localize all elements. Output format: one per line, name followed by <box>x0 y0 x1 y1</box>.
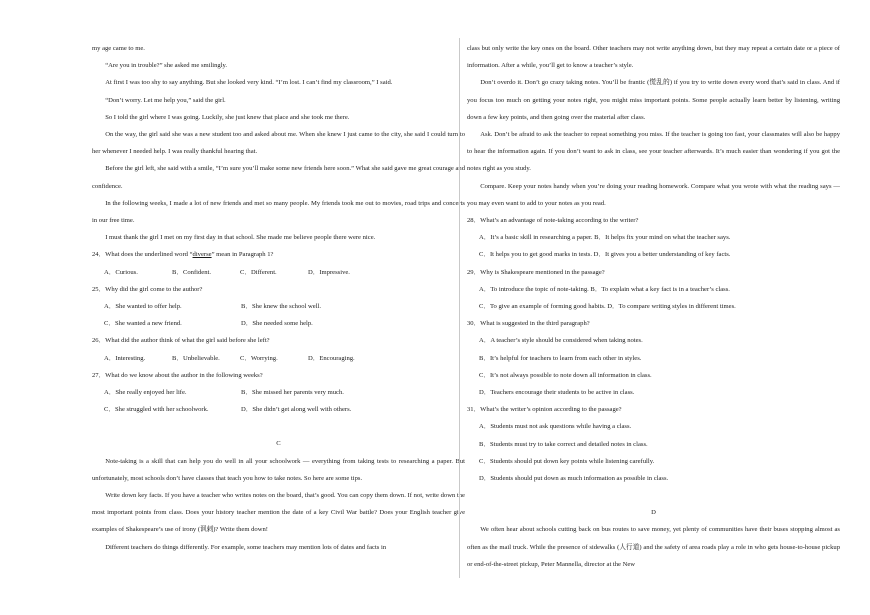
question-29-options: A．To introduce the topic of note-taking. B．To explain what a key fact is in a teacher’s class. <box>479 285 730 293</box>
story-paragraph: I must thank the girl I met on my first day in that school. She made me believe people there were nice. <box>105 234 376 242</box>
option-a: A．She wanted to offer help. <box>104 303 182 311</box>
option-d: D．She needed some help. <box>241 320 313 328</box>
question-30: 30．What is suggested in the third paragraph? <box>467 320 590 328</box>
option-c: C．Worrying. <box>240 354 278 362</box>
question-29-options: C．To give an example of forming good habits. D．To compare writing styles in different times. <box>479 303 736 311</box>
passage-paragraph: Note-taking is a skill that can help you do well in all your schoolwork — everything from taking tests to researching a paper. But unfortunately, most schools don’t have classes that teach you how to take notes. So here are some tips. <box>92 457 465 482</box>
option-d: D．Encouraging. <box>308 354 355 362</box>
option-b: B．It’s helpful for teachers to learn from each other in styles. <box>479 354 642 362</box>
option-c: C．It’s not always possible to note down all information in class. <box>479 371 652 379</box>
option-a: A．Curious. <box>104 268 138 276</box>
question-26: 26．What did the author think of what the girl said before she left? <box>92 337 270 345</box>
option-a: A．She really enjoyed her life. <box>104 389 187 397</box>
option-c: C．She struggled with her schoolwork. <box>104 406 209 414</box>
passage-paragraph: Don’t overdo it. Don’t go crazy taking notes. You’ll be frantic (慌乱的) if you try to write down every word that’s said in class. And if you focus too much on getting your notes right, you might miss important points. Some people actually learn better by listening, writing down a few key points, and then going over the material after class. <box>467 79 840 121</box>
story-paragraph: Before the girl left, she said with a smile, “I’m sure you’ll make some new friends here soon.” What she said gave me great courage and confidence. <box>92 165 465 190</box>
passage-paragraph: Write down key facts. If you have a teacher who writes notes on the board, that’s good. You can copy them down. If not, write down the most important points from class. Does your history teacher mention the date of a key Civil War battle? Does your English teacher give examples of Shakespeare’s use of irony (讽刺)? Write them down! <box>92 492 465 534</box>
question-28: 28．What’s an advantage of note-taking according to the writer? <box>467 217 639 225</box>
option-b: B．Unbelievable. <box>172 354 220 362</box>
question-27-options <box>92 384 465 401</box>
underlined-word: diverse <box>192 251 212 259</box>
option-b: B．She missed her parents very much. <box>241 389 344 397</box>
passage-paragraph: Compare. Keep your notes handy when you’re doing your reading homework. Compare what you wrote with what the reading says — you may even want to add to your notes as you read. <box>467 182 840 207</box>
question-31: 31．What’s the writer’s opinion according to the passage? <box>467 406 622 414</box>
question-27-options <box>92 401 465 418</box>
question-24-options <box>92 264 465 281</box>
option-d: D．Students should put down as much information as possible in class. <box>479 475 669 483</box>
right-column <box>467 40 840 573</box>
question-25-options <box>92 315 465 332</box>
section-heading: D <box>651 509 656 517</box>
story-paragraph: So I told the girl where I was going. Luckily, she just knew that place and she took me there. <box>105 113 350 121</box>
passage-paragraph: Different teachers do things differently. For example, some teachers may mention lots of dates and facts in <box>105 543 387 551</box>
option-a: A．Students must not ask questions while having a class. <box>479 423 632 431</box>
option-d: D．Impressive. <box>308 268 350 276</box>
option-b: B．She knew the school well. <box>241 303 322 311</box>
story-paragraph: In the following weeks, I made a lot of new friends and met so many people. My friends took me out to movies, road trips and concerts in our free time. <box>92 199 465 225</box>
option-d: D．Teachers encourage their students to be active in class. <box>479 389 635 397</box>
section-heading: C <box>276 440 281 448</box>
story-paragraph: “Don’t worry. Let me help you,” said the girl. <box>105 96 226 104</box>
question-29: 29．Why is Shakespeare mentioned in the passage? <box>467 268 605 276</box>
option-c: C．She wanted a new friend. <box>104 320 182 328</box>
question-28-options: A．It’s a basic skill in researching a paper. B．It helps fix your mind on what the teacher says. <box>479 234 731 242</box>
option-d: D．She didn’t get along well with others. <box>241 406 352 414</box>
question-26-options <box>92 350 465 367</box>
option-a: A．A teacher’s style should be considered when taking notes. <box>479 337 643 345</box>
left-column <box>92 40 465 556</box>
story-paragraph: On the way, the girl said she was a new student too and asked about me. When she knew I just came to the city, she said I could turn to her whenever I needed help. I was really thankful hearing that. <box>92 131 465 156</box>
passage-paragraph: class but only write the key ones on the board. Other teachers may not write anything down, but they may repeat a certain date or a piece of information. After a while, you’ll get to know a teacher’s style. <box>467 45 840 70</box>
question-27: 27．What do we know about the author in the following weeks? <box>92 371 263 379</box>
question-24: 24．What does the underlined word “diverse” mean in Paragraph 1? <box>92 251 274 259</box>
question-25-options <box>92 298 465 315</box>
option-c: C．Students should put down key points while listening carefully. <box>479 457 655 465</box>
option-c: C．Different. <box>240 268 277 276</box>
passage-paragraph: We often hear about schools cutting back on bus routes to save money, yet plenty of communities have their buses stopping almost as often as the mail truck. While the presence of sidewalks (人行道) and the safety of area roads play a role in who gets house-to-house pickup or end-of-the-street pickup, Peter Mannella, director at the New <box>467 526 840 568</box>
question-28-options: C．It helps you to get good marks in tests. D．It gives you a better understanding of key facts. <box>479 251 731 259</box>
option-b: B．Students must try to take correct and detailed notes in class. <box>479 440 648 448</box>
option-b: B．Confident. <box>172 268 212 276</box>
question-25: 25．Why did the girl come to the author? <box>92 285 203 293</box>
option-a: A．Interesting. <box>104 354 146 362</box>
story-paragraph: my age came to me. <box>92 45 145 52</box>
story-paragraph: “Are you in trouble?” she asked me smilingly. <box>105 62 228 70</box>
passage-paragraph: Ask. Don’t be afraid to ask the teacher to repeat something you miss. If the teacher is going too fast, your classmates will also be happy to hear the information again. If you don’t want to ask in class, see your teacher afterwards. It’s much easier than wondering if you got the notes right as you study. <box>467 131 840 173</box>
story-paragraph: At first I was too shy to say anything. But she looked very kind. “I’m lost. I can’t find my classroom,” I said. <box>105 79 393 87</box>
column-divider <box>459 38 460 578</box>
